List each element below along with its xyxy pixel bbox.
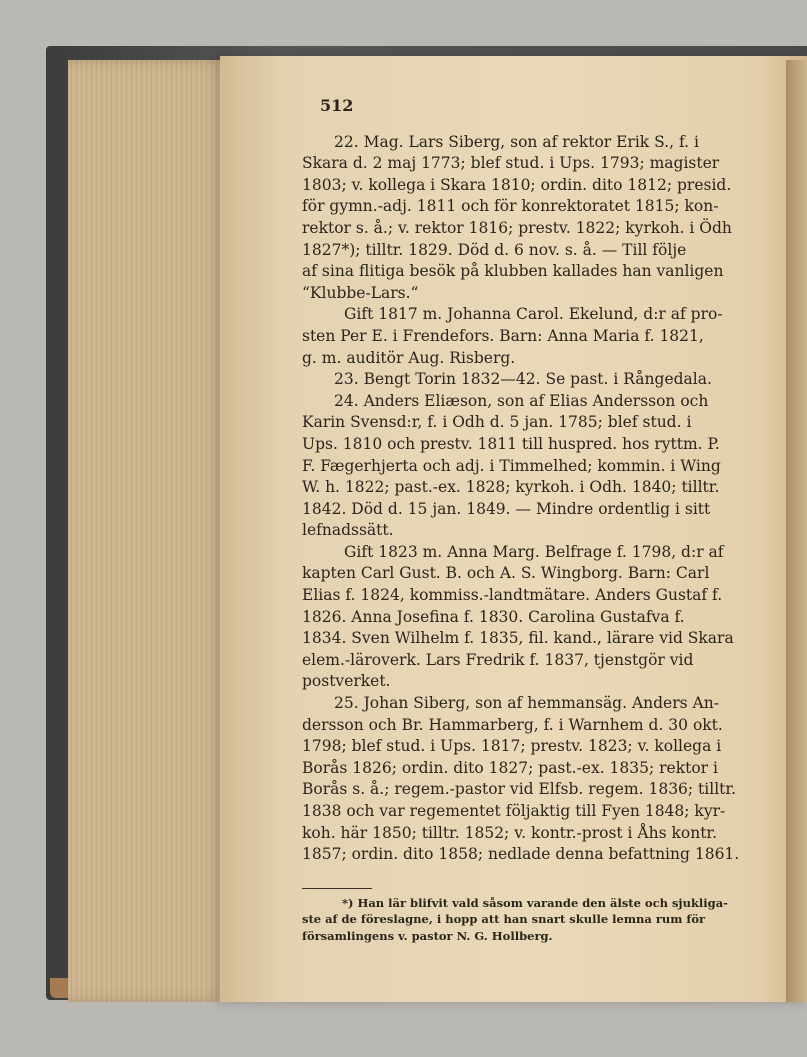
text-line: postverket. xyxy=(302,672,391,691)
page-number: 512 xyxy=(320,96,354,115)
text-line: Gift 1817 m. Johanna Carol. Ekelund, d:r af pro- xyxy=(344,305,723,324)
text-line: W. h. 1822; past.-ex. 1828; kyrkoh. i Odh. 1840; tilltr. xyxy=(302,478,720,497)
text-line: 1842. Död d. 15 jan. 1849. — Mindre ordentlig i sitt xyxy=(302,499,711,518)
footnote-line: församlingens v. pastor N. G. Hollberg. xyxy=(302,928,553,943)
text-line: 1798; blef stud. i Ups. 1817; prestv. 1823; v. kollega i xyxy=(302,737,722,756)
text-line: elem.-läroverk. Lars Fredrik f. 1837, tjenstgör vid xyxy=(302,650,694,669)
entry-23 xyxy=(302,369,757,391)
text-line: 24. Anders Eliæson, son af Elias Andersson och xyxy=(334,391,709,410)
entry-24 xyxy=(302,391,757,693)
text-line: 23. Bengt Torin 1832—42. Se past. i Rångedala. xyxy=(334,370,712,389)
text-line: för gymn.-adj. 1811 och för konrektoratet 1815; kon- xyxy=(302,197,719,216)
text-line: 22. Mag. Lars Siberg, son af rektor Erik S., f. i xyxy=(334,132,699,151)
text-line: af sina flitiga besök på klubben kallades han vanligen xyxy=(302,262,724,281)
text-line: dersson och Br. Hammarberg, f. i Warnhem d. 30 okt. xyxy=(302,715,723,734)
text-line: 1857; ordin. dito 1858; nedlade denna befattning 1861. xyxy=(302,845,740,864)
footnote xyxy=(302,895,757,945)
text-line: Elias f. 1824, kommiss.-landtmätare. Anders Gustaf f. xyxy=(302,586,723,605)
text-line: g. m. auditör Aug. Risberg. xyxy=(302,348,516,367)
text-line: Skara d. 2 maj 1773; blef stud. i Ups. 1793; magister xyxy=(302,154,720,173)
text-line: koh. här 1850; tilltr. 1852; v. kontr.-prost i Åhs kontr. xyxy=(302,823,718,842)
footnote-rule xyxy=(302,888,372,889)
entry-25 xyxy=(302,693,757,866)
next-page-edge xyxy=(786,60,807,1002)
text-line: kapten Carl Gust. B. och A. S. Wingborg. Barn: Carl xyxy=(302,564,710,583)
footnote-line: *) Han lär blifvit vald såsom varande den älste och sjukliga- xyxy=(342,895,728,910)
text-line: F. Fægerhjerta och adj. i Timmelhed; kommin. i Wing xyxy=(302,456,721,475)
text-line: 25. Johan Siberg, son af hemmansäg. Anders An- xyxy=(334,694,719,713)
entry-22 xyxy=(302,132,757,370)
text-line: Karin Svensd:r, f. i Odh d. 5 jan. 1785; blef stud. i xyxy=(302,413,692,432)
text-line: Gift 1823 m. Anna Marg. Belfrage f. 1798, d:r af xyxy=(344,542,724,561)
text-line: sten Per E. i Frendefors. Barn: Anna Maria f. 1821, xyxy=(302,326,704,345)
page-text xyxy=(302,95,757,944)
text-line: 1803; v. kollega i Skara 1810; ordin. dito 1812; presid. xyxy=(302,175,732,194)
footnote-line: ste af de föreslagne, i hopp att han snart skulle lemna rum för xyxy=(302,912,706,927)
text-line: 1827*); tilltr. 1829. Död d. 6 nov. s. å. — Till följe xyxy=(302,240,687,259)
text-line: Borås s. å.; regem.-pastor vid Elfsb. regem. 1836; tilltr. xyxy=(302,780,737,799)
text-line: rektor s. å.; v. rektor 1816; prestv. 1822; kyrkoh. i Ödh xyxy=(302,218,732,237)
text-line: lefnadssätt. xyxy=(302,521,394,540)
text-line: Ups. 1810 och prestv. 1811 till huspred. hos ryttm. P. xyxy=(302,434,720,453)
text-line: 1838 och var regementet följaktig till Fyen 1848; kyr- xyxy=(302,802,726,820)
text-line: “Klubbe-Lars.“ xyxy=(302,283,419,302)
text-line: 1826. Anna Josefina f. 1830. Carolina Gustafva f. xyxy=(302,607,685,626)
text-line: 1834. Sven Wilhelm f. 1835, fil. kand., lärare vid Skara xyxy=(302,629,734,648)
text-line: Borås 1826; ordin. dito 1827; past.-ex. 1835; rektor i xyxy=(302,758,718,777)
